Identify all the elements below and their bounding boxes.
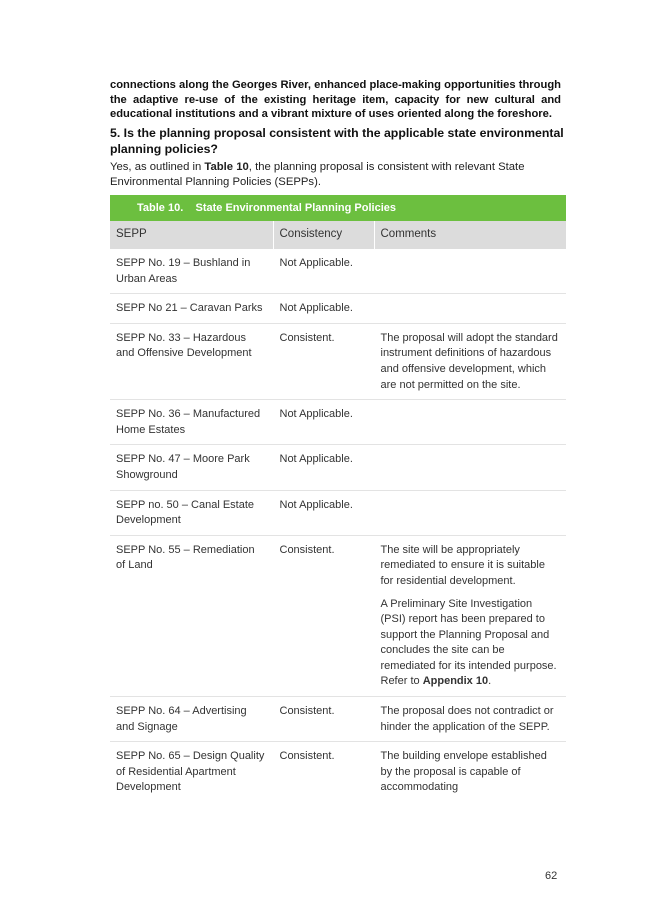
sepp-cell: SEPP No. 33 – Hazardous and Offensive Development <box>110 323 273 399</box>
table-caption <box>110 195 566 221</box>
comment-period: . <box>488 675 492 688</box>
sepp-cell: SEPP No. 47 – Moore Park Showground <box>110 445 273 490</box>
answer-paragraph <box>110 160 565 189</box>
comment-paragraph: The proposal does not contradict or hinder the application of the SEPP. <box>380 705 554 733</box>
comment-text: A Preliminary Site Investigation (PSI) report has been prepared to support the Planning Proposal and concludes the site can be remediated for its intended purpose. Refer to <box>380 597 557 688</box>
appendix-reference: Appendix 10 <box>422 675 489 688</box>
page-number: 62 <box>545 870 558 882</box>
sepp-cell: SEPP no. 50 – Canal Estate Development <box>110 490 273 535</box>
table-reference: Table 10 <box>204 161 249 173</box>
table-row <box>110 323 566 399</box>
comments-cell <box>374 742 566 802</box>
comment-paragraph: The site will be appropriately remediated to ensure it is suitable for residential development. <box>380 543 545 587</box>
table-row <box>110 697 566 742</box>
table-caption-number: Table 10. <box>137 202 184 214</box>
table-header-row <box>110 221 566 249</box>
answer-suffix: , the planning proposal is consistent with relevant State Environmental Planning Policies (SEPPs). <box>110 161 525 188</box>
consistency-cell: Consistent. <box>273 742 374 802</box>
table-row <box>110 535 566 696</box>
comments-cell <box>374 697 566 742</box>
comments-cell <box>374 490 566 535</box>
comments-cell <box>374 535 566 696</box>
comment-paragraph: The proposal will adopt the standard instrument definitions of hazardous and offensive development, which are not permitted on the site. <box>380 331 558 391</box>
section-question-heading: 5. Is the planning proposal consistent with the applicable state environmental planning policies? <box>110 126 564 156</box>
consistency-cell: Consistent. <box>273 323 374 399</box>
intro-paragraph: connections along the Georges River, enhanced place-making opportunities through the adaptive re-use of the existing heritage item, capacity for new cultural and educational institutions and a vibrant mixture of uses oriented along the foreshore. <box>110 79 561 120</box>
table-row <box>110 249 566 294</box>
comments-cell <box>374 400 566 445</box>
header-comments: Comments <box>374 221 566 249</box>
table-row <box>110 445 566 490</box>
sepp-cell: SEPP No. 64 – Advertising and Signage <box>110 697 273 742</box>
sepp-cell: SEPP No 21 – Caravan Parks <box>110 294 273 324</box>
header-sepp: SEPP <box>110 221 273 249</box>
sepp-cell: SEPP No. 36 – Manufactured Home Estates <box>110 400 273 445</box>
consistency-cell: Not Applicable. <box>273 249 374 294</box>
sepp-cell: SEPP No. 19 – Bushland in Urban Areas <box>110 249 273 294</box>
consistency-cell: Not Applicable. <box>273 400 374 445</box>
comments-cell <box>374 294 566 324</box>
sepp-cell: SEPP No. 65 – Design Quality of Residential Apartment Development <box>116 750 265 794</box>
sepp-table <box>110 195 566 802</box>
comments-cell <box>374 249 566 294</box>
comment-paragraph <box>381 597 561 691</box>
sepp-cell: SEPP No. 55 – Remediation of Land <box>110 535 273 696</box>
comments-cell <box>374 323 566 399</box>
consistency-cell: Not Applicable. <box>273 445 374 490</box>
table-row <box>110 490 566 535</box>
table-caption-title: State Environmental Planning Policies <box>195 202 396 214</box>
consistency-cell: Consistent. <box>273 697 374 742</box>
table-row <box>110 294 566 324</box>
header-consistency: Consistency <box>273 221 374 249</box>
comments-cell <box>374 445 566 490</box>
table-row <box>110 742 566 802</box>
table-row <box>110 400 566 445</box>
consistency-cell: Not Applicable. <box>273 490 374 535</box>
consistency-cell: Consistent. <box>273 535 374 696</box>
answer-prefix: Yes, as outlined in <box>110 161 205 173</box>
consistency-cell: Not Applicable. <box>273 294 374 324</box>
comment-paragraph: The building envelope established by the proposal is capable of accommodating <box>380 750 547 794</box>
